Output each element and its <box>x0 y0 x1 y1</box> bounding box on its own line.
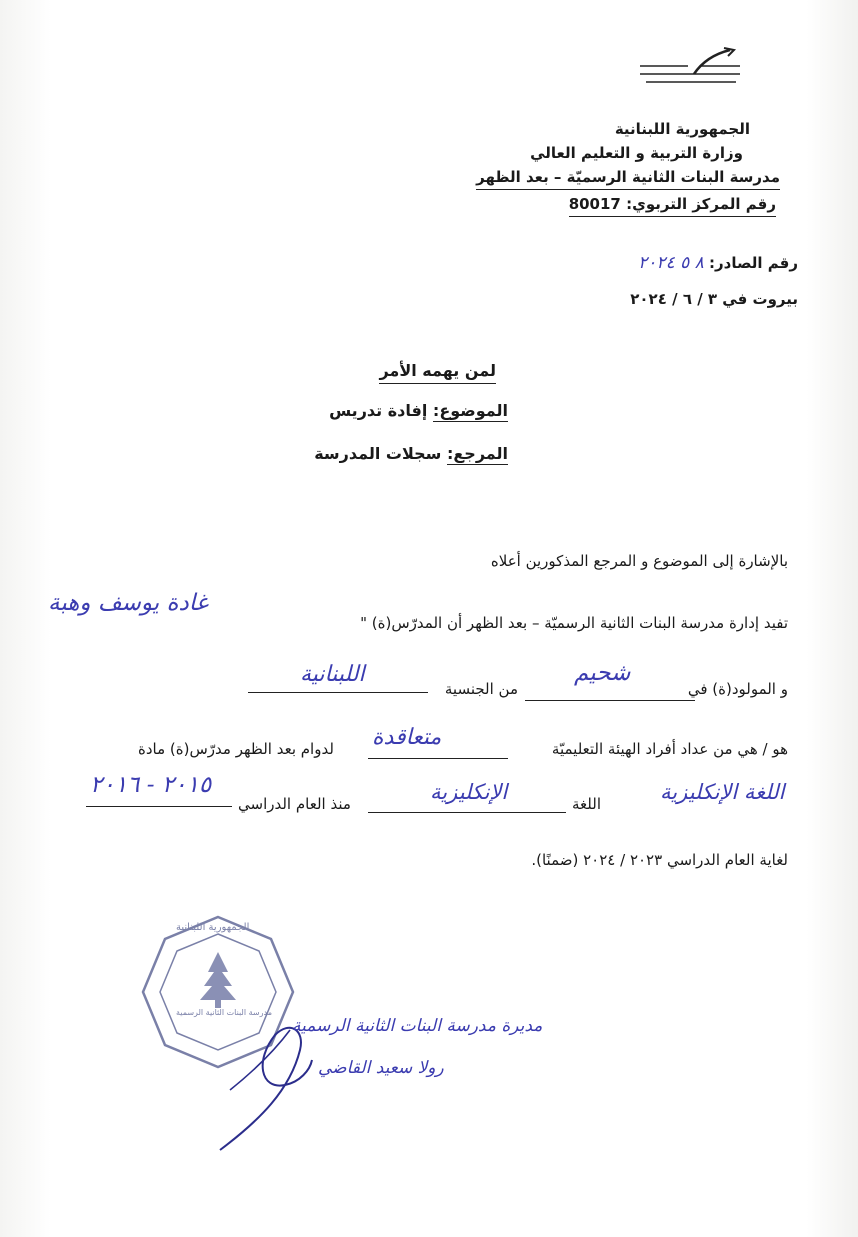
birthplace-line <box>525 700 695 701</box>
ref-row <box>638 252 798 274</box>
birthplace-handwritten: شحيم <box>574 660 631 686</box>
language-line <box>368 812 566 813</box>
stamp-ring-text: الجمهورية اللبنانية <box>176 922 250 933</box>
ministry-logo-icon <box>636 44 746 94</box>
body-until: لغاية العام الدراسي ٢٠٢٣ / ٢٠٢٤ (ضمنًا). <box>531 851 788 869</box>
body-intro: بالإشارة إلى الموضوع و المرجع المذكورين أعلاه <box>490 552 788 570</box>
status-line <box>368 758 508 759</box>
language-label: اللغة <box>572 795 601 813</box>
nationality-label: من الجنسية <box>444 680 518 698</box>
subject-taught-handwritten: اللغة الإنكليزية <box>660 780 785 804</box>
teacher-name-handwritten: غادة يوسف وهبة <box>48 590 208 616</box>
born-label: و المولود(ة) في <box>687 680 788 698</box>
republic-heading: الجمهورية اللبنانية <box>614 120 750 138</box>
school-heading: مدرسة البنات الثانية الرسميّة – بعد الظهر <box>476 166 780 190</box>
center-number: 80017 <box>568 195 621 213</box>
staff-label: هو / هي من عداد أفراد الهيئة التعليميّة <box>551 740 788 758</box>
nationality-line <box>248 692 428 693</box>
reference-value: سجلات المدرسة <box>314 444 442 463</box>
language-handwritten: الإنكليزية <box>430 780 508 804</box>
subject-label: الموضوع: <box>432 401 508 420</box>
stamp-inner-text: مدرسة البنات الثانية الرسمية <box>176 1008 272 1017</box>
since-line <box>86 806 232 807</box>
subject-taught-label: لدوام بعد الظهر مدرّس(ة) مادة <box>138 740 334 758</box>
ministry-heading: وزارة التربية و التعليم العالي <box>530 144 743 162</box>
ref-label: رقم الصادر: <box>709 254 798 272</box>
date-row <box>630 288 798 310</box>
reference-label: المرجع: <box>446 444 508 463</box>
status-handwritten: متعاقدة <box>372 725 442 750</box>
center-number-row <box>569 193 776 217</box>
signature-title: مديرة مدرسة البنات الثانية الرسمية <box>292 1016 543 1036</box>
since-label: منذ العام الدراسي <box>238 795 351 813</box>
nationality-handwritten: اللبنانية <box>300 662 365 687</box>
since-year-handwritten: ٢٠١٥ - ٢٠١٦ <box>90 772 212 798</box>
signature-name: رولا سعيد القاضي <box>318 1058 444 1078</box>
reference-row <box>314 443 508 465</box>
subject-row <box>329 400 508 422</box>
center-label: رقم المركز التربوي: <box>626 195 776 213</box>
body-line-teacher: تفيد إدارة مدرسة البنات الثانية الرسميّة – بعد الظهر أن المدرّس(ة) " <box>360 614 788 632</box>
subject-value: إفادة تدريس <box>329 401 428 420</box>
date-value: ٣ / ٦ / ٢٠٢٤ <box>630 290 718 308</box>
to-whom-heading: لمن يهمه الأمر <box>379 360 496 384</box>
date-label: بيروت في <box>722 290 798 308</box>
ref-number-handwritten: ٨ ٥ ٢٠٢٤ <box>638 253 704 273</box>
